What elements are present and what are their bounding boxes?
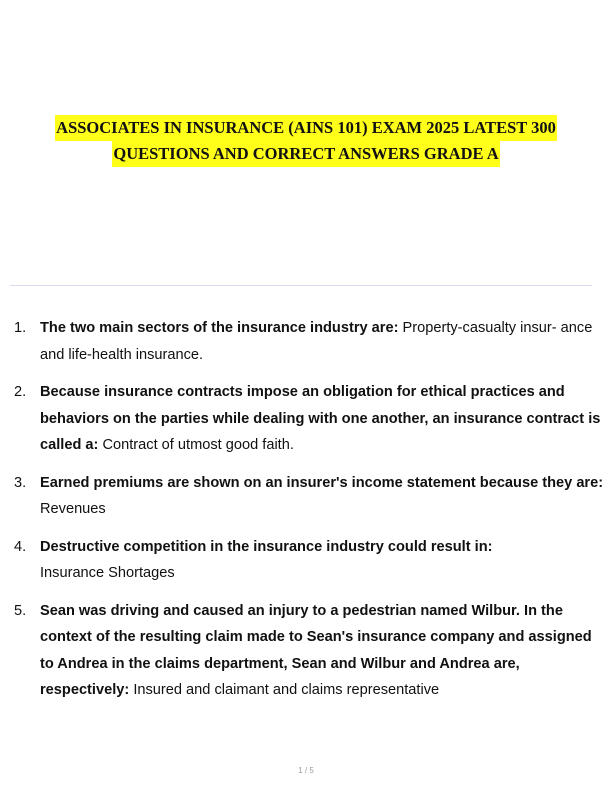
answer-text: Property-casualty insur- ance and life-health insurance. — [40, 320, 593, 363]
question-item-4 — [0, 534, 612, 587]
answer-text: Insured and claimant and claims representative — [133, 682, 440, 698]
answer-text: Insurance Shortages — [40, 565, 175, 581]
question-item-1 — [0, 315, 612, 368]
answer-text: Contract of utmost good faith. — [102, 437, 294, 453]
question-item-3 — [0, 470, 612, 523]
question-item-5 — [0, 598, 612, 704]
question-list — [0, 315, 612, 715]
document-title — [0, 115, 612, 167]
question-text: Earned premiums are shown on an insurer's income statement because they are: — [40, 474, 604, 491]
title-line-1: ASSOCIATES IN INSURANCE (AINS 101) EXAM 2025 LATEST 300 — [55, 115, 557, 141]
section-divider — [10, 285, 592, 286]
question-number: 1. — [14, 320, 27, 336]
question-number: 2. — [14, 384, 27, 400]
question-text: The two main sectors of the insurance industry are: — [40, 320, 399, 336]
question-item-2 — [0, 379, 612, 459]
question-text: Destructive competition in the insurance industry could result in: — [40, 538, 493, 555]
question-text: Because insurance contracts impose an obligation for ethical practices and behaviors on the parties while dealing with one another, an insurance contract is called a: — [40, 384, 601, 453]
title-line-2: QUESTIONS AND CORRECT ANSWERS GRADE A — [112, 141, 499, 167]
question-number: 3. — [14, 474, 27, 491]
question-number: 5. — [14, 602, 27, 619]
page-indicator: 1 / 5 — [298, 766, 314, 775]
answer-text: Revenues — [40, 501, 106, 517]
question-text: Sean was driving and caused an injury to a pedestrian named Wilbur. In the context of the resulting claim made to Sean's insurance company and assigned to Andrea in the claims department, Sean and Wilbur and Andrea are, respectively: — [40, 602, 592, 698]
question-number: 4. — [14, 538, 27, 555]
